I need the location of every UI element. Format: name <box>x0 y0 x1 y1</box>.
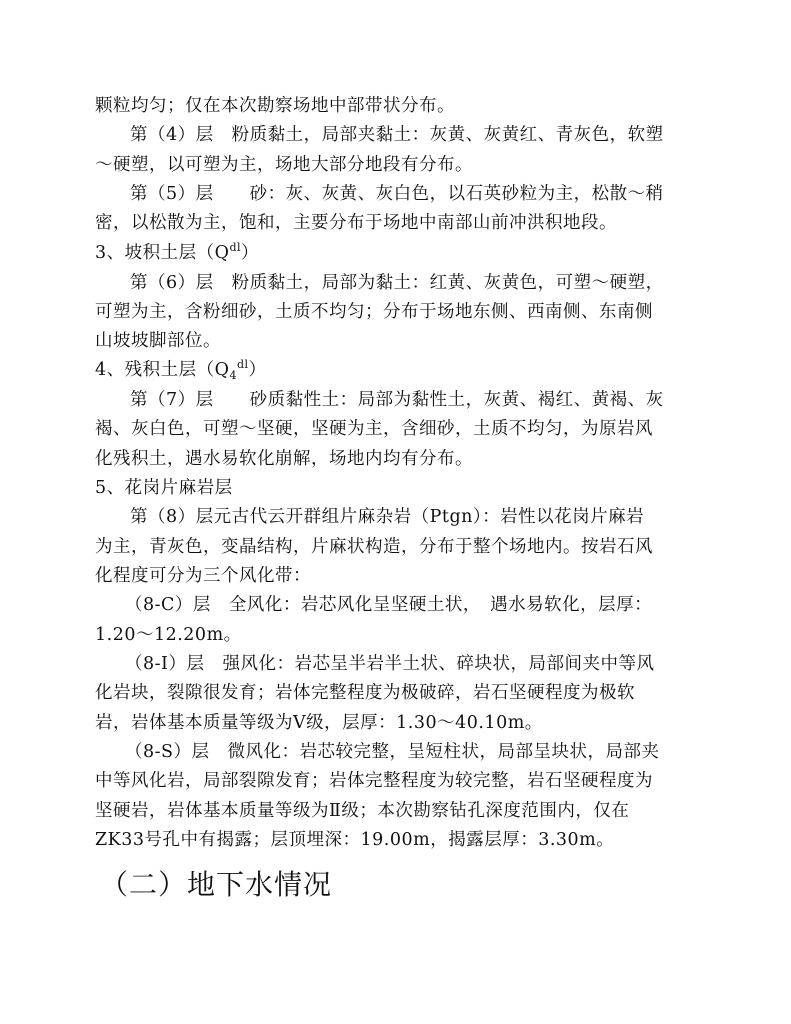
superscript: dl <box>229 241 242 254</box>
text-line: 褐、灰白色，可塑～坚硬，坚硬为主，含细砂，土质不均匀，为原岩风 <box>95 419 653 439</box>
text-line: 化程度可分为三个风化带： <box>95 566 311 586</box>
text-line: 中等风化岩，局部裂隙发育；岩体完整程度为较完整，岩石坚硬程度为 <box>95 771 653 791</box>
text-line: 第（5）层 砂：灰、灰黄、灰白色，以石英砂粒为主，松散～稍 <box>130 184 664 204</box>
section-heading <box>95 360 267 380</box>
section-title: （二）地下水情况 <box>100 868 333 901</box>
text-line: 颗粒均匀；仅在本次勘察场地中部带状分布。 <box>95 96 455 116</box>
section-heading-suffix: ） <box>248 360 267 380</box>
text-line: （8-I）层 强风化：岩芯呈半岩半土状、碎块状，局部间夹中等风 <box>125 654 655 674</box>
text-line: （8-C）层 全风化：岩芯风化呈坚硬土状， 遇水易软化，层厚： <box>125 595 653 615</box>
text-line: 第（6）层 粉质黏土，局部为黏土：红黄、灰黄色，可塑～硬塑， <box>130 273 664 293</box>
text-line: 化岩块，裂隙很发育；岩体完整程度为极破碎，岩石坚硬程度为极软 <box>95 683 635 703</box>
text-line: 坚硬岩，岩体基本质量等级为Ⅱ级；本次勘察钻孔深度范围内，仅在 <box>95 801 630 821</box>
text-line: 第（8）层元古代云开群组片麻杂岩（Ptgn）：岩性以花岗片麻岩 <box>130 507 645 527</box>
section-heading <box>95 243 259 263</box>
section-heading-text: 3、坡积土层（Q <box>95 243 230 263</box>
text-line: 岩，岩体基本质量等级为Ⅴ级，层厚：1.30～40.10m。 <box>95 713 543 733</box>
section-heading-text: 4、残积土层（Q <box>95 360 230 380</box>
text-line: 第（7）层 砂质黏性土：局部为黏性土，灰黄、褐红、黄褐、灰 <box>130 390 664 410</box>
text-line: ～硬塑，以可塑为主，场地大部分地段有分布。 <box>95 155 473 175</box>
text-line: 为主，青灰色，变晶结构，片麻状构造，分布于整个场地内。按岩石风 <box>95 537 653 557</box>
text-line: ZK33号孔中有揭露；层顶埋深：19.00m，揭露层厚：3.30m。 <box>95 830 615 850</box>
superscript: dl <box>236 358 249 371</box>
section-heading: 5、花岗片麻岩层 <box>95 478 233 498</box>
subscript: 4 <box>229 369 237 382</box>
text-line: 山坡坡脚部位。 <box>95 331 221 351</box>
text-line: （8-S）层 微风化：岩芯较完整，呈短柱状，局部呈块状，局部夹 <box>125 742 660 762</box>
section-heading-suffix: ） <box>241 243 260 263</box>
text-line: 可塑为主，含粉细砂，土质不均匀；分布于场地东侧、西南侧、东南侧 <box>95 302 653 322</box>
text-line: 密，以松散为主，饱和，主要分布于场地中南部山前冲洪积地段。 <box>95 213 617 233</box>
text-line: 1.20～12.20m。 <box>95 625 242 645</box>
text-line: 化残积土，遇水易软化崩解，场地内均有分布。 <box>95 449 473 469</box>
text-line: 第（4）层 粉质黏土，局部夹黏土：灰黄、灰黄红、青灰色，软塑 <box>130 125 664 145</box>
